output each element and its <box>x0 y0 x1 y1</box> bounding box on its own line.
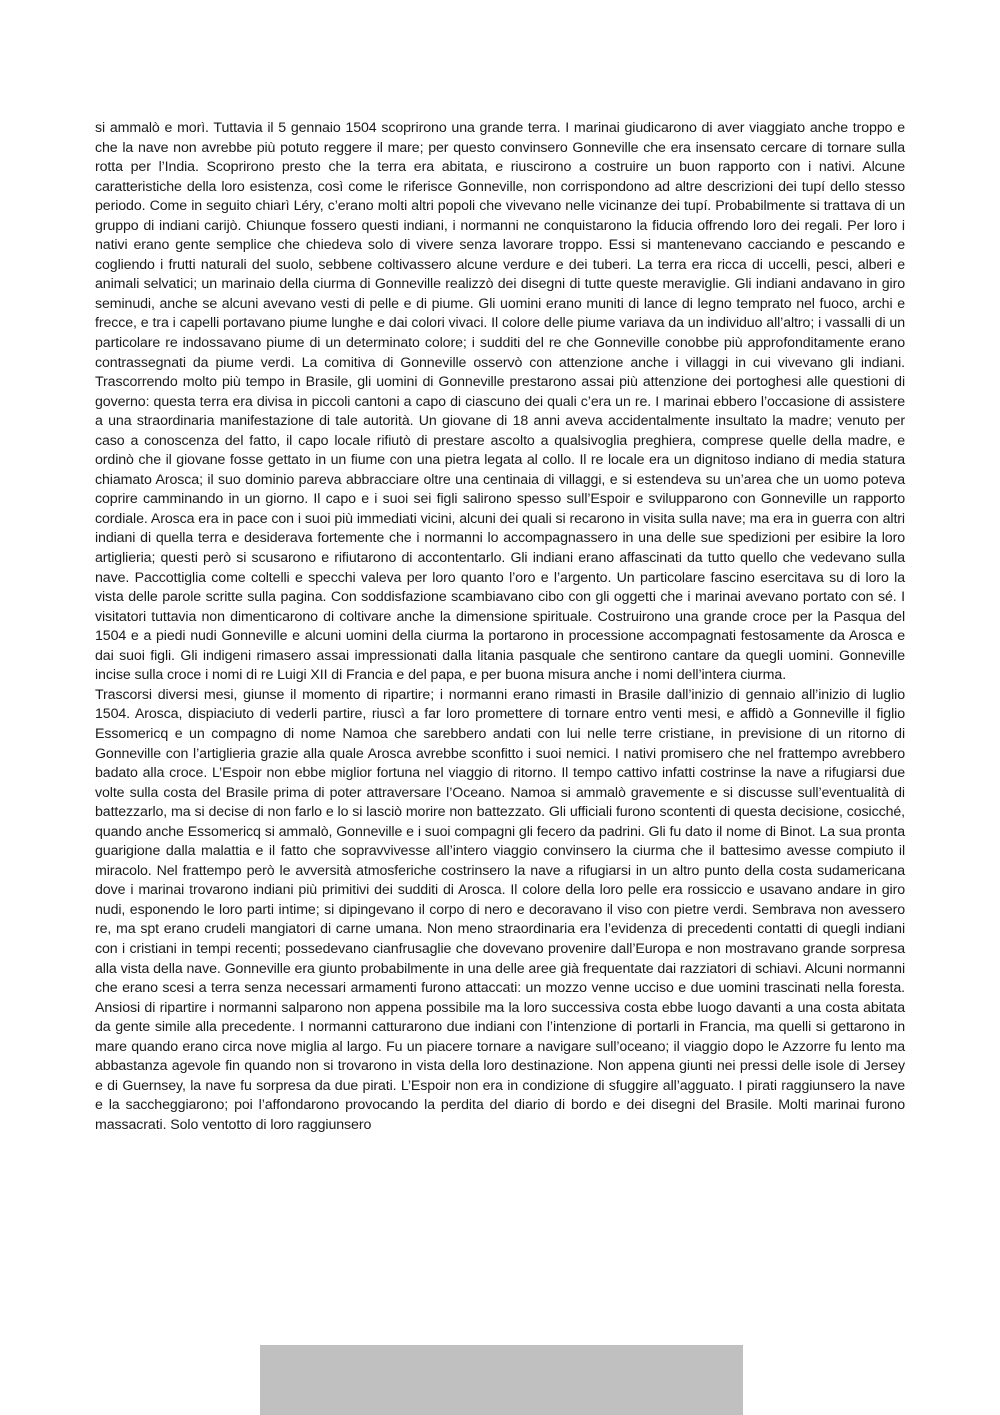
footer-gray-bar <box>260 1345 743 1415</box>
body-text <box>95 119 905 1135</box>
paragraph-2: Trascorsi diversi mesi, giunse il momento di ripartire; i normanni erano rimasti in Brasile dall’inizio di gennaio all’inizio di luglio 1504. Arosca, dispiaciuto di vederli partire, riuscì a far loro promettere di tornare entro venti mesi, e affidò a Gonneville il figlio Essomericq e un compagno di nome Namoa che sarebbero andati con lui nelle terre cristiane, in previsione di un ritorno di Gonneville con l’artiglieria grazie alla quale Arosca avrebbe sconfitto i suoi nemici. I nativi promisero che nel frattempo avrebbero badato alla croce. L’Espoir non ebbe miglior fortuna nel viaggio di ritorno. Il tempo cattivo infatti costrinse la nave a rifugiarsi due volte sulla costa del Brasile prima di poter attraversare l’Oceano. Namoa si ammalò gravemente e si discusse sull’eventualità di battezzarlo, ma si decise di non farlo e lo si lasciò morire non battezzato. Gli ufficiali furono scontenti di questa decisione, cosicché, quando anche Essomericq si ammalò, Gonneville e i suoi compagni gli fecero da padrini. Gli fu dato il nome di Binot. La sua pronta guarigione dalla malattia e il fatto che sopravvivesse all’intero viaggio convinsero la ciurma che il battesimo avesse compiuto il miracolo. Nel frattempo però le avversità atmosferiche costrinsero la nave a rifugiarsi in un altro punto della costa sudamericana dove i marinai trovarono indiani più primitivi dei sudditi di Arosca. Il colore della loro pelle era rossiccio e usavano andare in giro nudi, esponendo le loro parti intime; si dipingevano il corpo di nero e decoravano il viso con pietre verdi. Sembrava non avessero re, ma spt erano crudeli mangiatori di carne umana. Non meno straordinaria era l’evidenza di precedenti contatti di quegli indiani con i cristiani in tempi recenti; possedevano cianfrusaglie che dovevano provenire dall’Europa e non mostravano grande sorpresa alla vista della nave. Gonneville era giunto probabilmente in una delle aree già frequentate dai razziatori di schiavi. Alcuni normanni che erano scesi a terra senza necessari armamenti furono attaccati: un mozzo venne ucciso e due uomini trascinati nella foresta. Ansiosi di ripartire i normanni salparono non appena possibile ma la loro successiva costa ebbe luogo davanti a una costa abitata da gente simile alla precedente. I normanni catturarono due indiani con l’intenzione di portarli in Francia, ma quelli si gettarono in mare quando erano circa nove miglia al largo. Fu un piacere tornare a navigare sull’oceano; il viaggio dopo le Azzorre fu lento ma abbastanza agevole fin quando non si trovarono in vista della loro destinazione. Non appena giunti nei pressi delle isole di Jersey e di Guernsey, la nave fu sorpresa da due pirati. L’Espoir non era in condizione di sfuggire all’agguato. I pirati raggiunsero la nave e la saccheggiarono; poi l’affondarono provocando la perdita del diario di bordo e dei disegni del Brasile. Molti marinai furono massacrati. Solo ventotto di loro raggiunsero <box>95 686 905 1133</box>
paragraph-1: si ammalò e morì. Tuttavia il 5 gennaio 1504 scoprirono una grande terra. I marinai giudicarono di aver viaggiato anche troppo e che la nave non avrebbe più potuto reggere il mare; per questo convinsero Gonneville che era insensato cercare di tornare sulla rotta per l’India. Scoprirono presto che la terra era abitata, e riuscirono a costruire un buon rapporto con i nativi. Alcune caratteristiche della loro esistenza, così come le riferisce Gonneville, non corrispondono ad altre descrizioni dei tupí dello stesso periodo. Come in seguito chiarì Léry, c’erano molti altri popoli che vivevano nelle vicinanze dei tupí. Probabilmente si trattava di un gruppo di indiani carijò. Chiunque fossero questi indiani, i normanni ne conquistarono la fiducia offrendo loro dei regali. Per loro i nativi erano gente semplice che chiedeva solo di vivere senza lavorare troppo. Essi si mantenevano cacciando e pescando e cogliendo i frutti naturali del suolo, sebbene coltivassero alcune verdure e dei tuberi. La terra era ricca di uccelli, pesci, alberi e animali selvatici; un marinaio della ciurma di Gonneville realizzò dei disegni di tutte queste meraviglie. Gli indiani andavano in giro seminudi, anche se alcuni avevano vesti di pelle e di piume. Gli uomini erano muniti di lance di legno temprato nel fuoco, archi e frecce, e tra i capelli portavano piume lunghe e dai colori vivaci. Il colore delle piume variava da un individuo all’altro; i vassalli di un particolare re indossavano piume di un determinato colore; i sudditi del re che Gonneville conobbe più approfonditamente erano contrassegnati da piume verdi. La comitiva di Gonneville osservò con attenzione anche i villaggi in cui vivevano gli indiani. Trascorrendo molto più tempo in Brasile, gli uomini di Gonneville prestarono assai più attenzione dei portoghesi alle questioni di governo: questa terra era divisa in piccoli cantoni a capo di ciascuno dei quali c’era un re. I marinai ebbero l’occasione di assistere a una straordinaria manifestazione di tale autorità. Un giovane di 18 anni aveva accidentalmente insultato la madre; venuto per caso a conoscenza del fatto, il capo locale rifiutò di prestare ascolto a qualsivoglia preghiera, comprese quelle della madre, e ordinò che il giovane fosse gettato in un fiume con una pietra legata al collo. Il re locale era un dignitoso indiano di media statura chiamato Arosca; il suo dominio pareva abbracciare oltre una centinaia di villaggi, e si estendeva su un’area che un uomo poteva coprire camminando in un giorno. Il capo e i suoi sei figli salirono spesso sull’Espoir e svilupparono con Gonneville un rapporto cordiale. Arosca era in pace con i suoi più immediati vicini, alcuni dei quali si recarono in visita sulla nave; ma era in guerra con altri indiani di quella terra e desiderava fortemente che i normanni lo accompagnassero in una delle sue spedizioni per esibire la loro artiglieria; questi però si scusarono e rifiutarono di accontentarlo. Gli indiani erano affascinati da tutto quello che vedevano sulla nave. Paccottiglia come coltelli e specchi valeva per loro quanto l’oro e l’argento. Un particolare fascino esercitava su di loro la vista delle parole scritte sulla pagina. Con soddisfazione scambiavano cibo con gli oggetti che i marinai avevano portato con sé. I visitatori tuttavia non dimenticarono di coltivare anche la dimensione spirituale. Costruirono una grande croce per la Pasqua del 1504 e a piedi nudi Gonneville e alcuni uomini della ciurma la portarono in processione accompagnati festosamente da Arosca e dai suoi figli. Gli indigeni rimasero assai impressionati dalla litania pasquale che sentirono cantare da quegli uomini. Gonneville incise sulla croce i nomi di re Luigi XII di Francia e del papa, e per buona misura anche i nomi dell’intera ciurma. <box>95 120 905 684</box>
